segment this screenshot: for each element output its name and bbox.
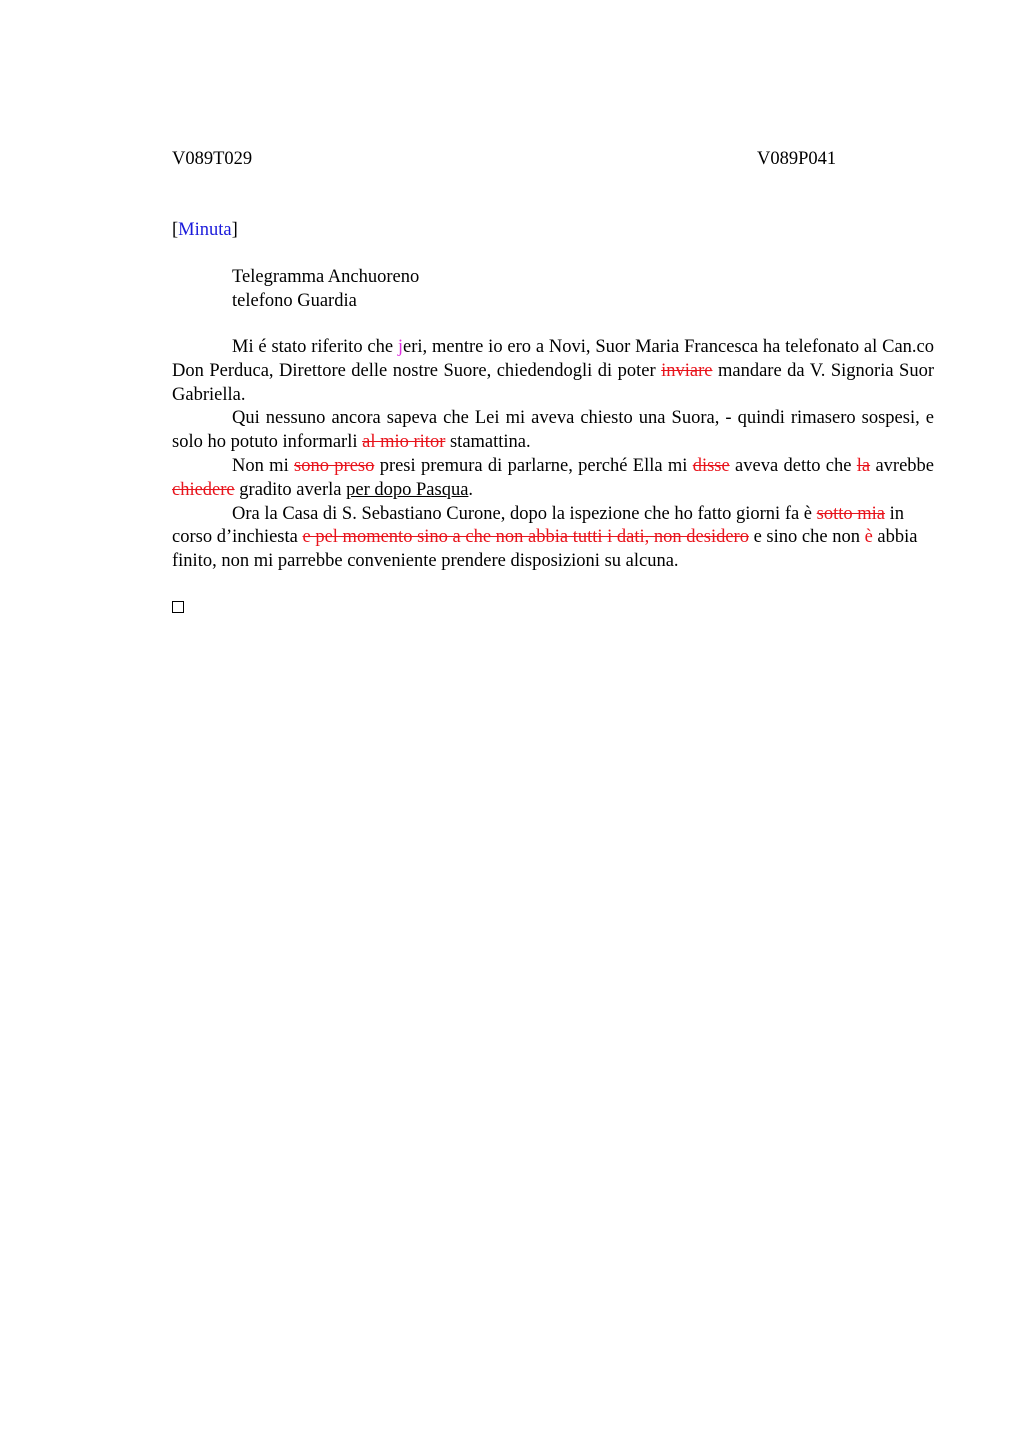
letter-body [172,336,934,574]
draft-note [172,218,238,242]
deleted-text: la [856,455,871,476]
document-code-right: V089P041 [757,149,837,169]
deleted-text: al mio ritor [362,432,446,453]
paragraph-1: Mi é stato riferito che jeri, mentre io ero a Novi, Suor Maria Francesca ha telefonato al Can.co Don Perduca, Direttore delle nostre Suore, chiedendogli di poter inviare mandare da V. Signoria Suor Gabriella. [172,337,934,405]
document-code-left: V089T029 [172,149,253,169]
checkbox-icon [172,601,184,613]
deleted-text: chiedere [172,479,235,500]
deleted-text: sono preso [294,455,375,476]
draft-label: Minuta [178,220,232,240]
underlined-text: per dopo Pasqua [346,479,469,500]
deleted-text: disse [692,455,730,476]
bracket-open: [ [172,220,179,240]
paragraph-3: Non mi sono preso presi premura di parlarne, perché Ella mi disse aveva detto che la avrebbe chiedere gradito averla per dopo Pasqua. [172,455,935,500]
deleted-text: e pel momento sino a che non abbia tutti i dati, non desidero [302,527,749,548]
paragraph-4: Ora la Casa di S. Sebastiano Curone, dopo la ispezione che ho fatto giorni fa è sotto mia in corso d’inchiesta e pel momento sino a che non abbia tutti i dati, non desidero e sino che non è abbia finito, non mi parrebbe conveniente prendere disposizioni su alcuna. [172,503,918,572]
address-line-1: Telegramma Anchuoreno [232,267,420,287]
bracket-close: ] [231,220,238,240]
red-letter: è [864,527,873,548]
deleted-text: sotto mia [816,503,886,524]
inserted-letter: j [397,337,404,357]
deleted-text: inviare [661,360,713,381]
paragraph-2: Qui nessuno ancora sapeva che Lei mi aveva chiesto una Suora, - quindi rimasero sospesi, e solo ho potuto informarli al mio ritor stamattina. [172,408,934,453]
address-line-2: telefono Guardia [232,291,357,311]
address-block [232,265,419,313]
